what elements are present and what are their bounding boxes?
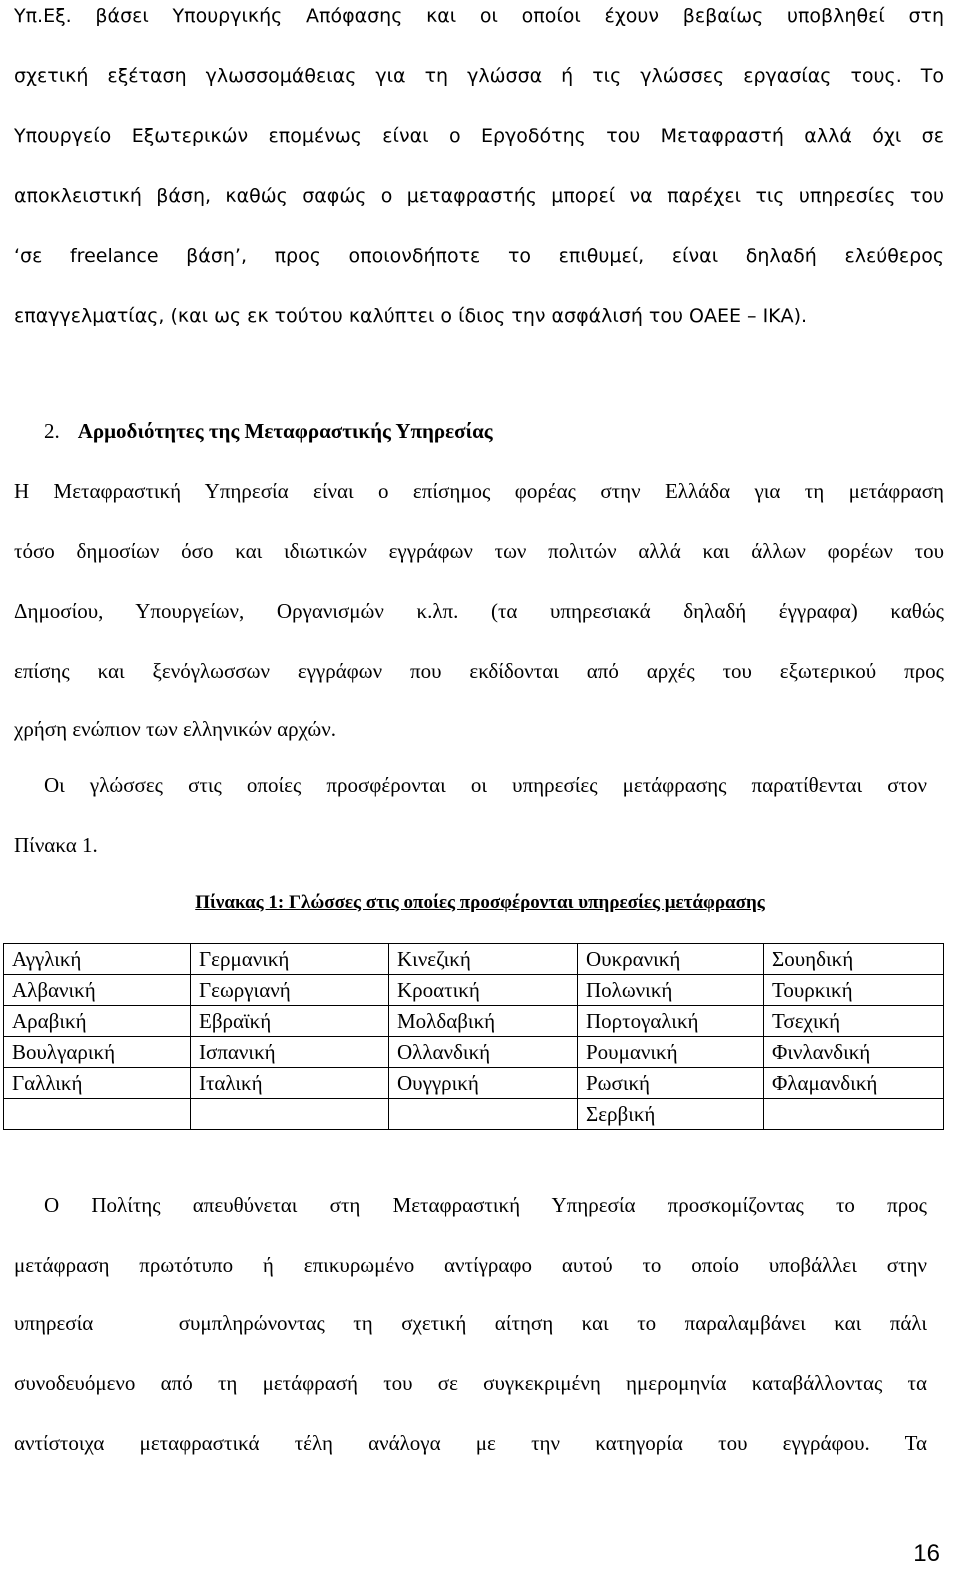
table-row <box>4 1006 944 1037</box>
body3-line-3: υπηρεσία συμπληρώνοντας τη σχετική αίτηση και το παραλαμβάνει και πάλι <box>14 1311 927 1335</box>
table-cell: Κινεζική <box>389 944 578 975</box>
table-cell: Ρωσική <box>578 1068 764 1099</box>
table-cell: Γεωργιανή <box>191 975 389 1006</box>
body3-line-5: αντίστοιχα μεταφραστικά τέλη ανάλογα με την κατηγορία του εγγράφου. Τα <box>14 1431 927 1455</box>
body3-line-2: μετάφραση πρωτότυπο ή επικυρωμένο αντίγραφο αυτού το οποίο υποβάλλει στην <box>14 1253 927 1277</box>
table-cell: Κροατική <box>389 975 578 1006</box>
body2-line-1: Οι γλώσσες στις οποίες προσφέρονται οι υπηρεσίες μετάφρασης παρατίθενται στον <box>44 773 927 797</box>
table-caption: Πίνακας 1: Γλώσσες στις οποίες προσφέρονται υπηρεσίες μετάφρασης <box>195 892 765 913</box>
table-cell: Τσεχική <box>764 1006 944 1037</box>
intro-line-4: αποκλειστική βάση, καθώς σαφώς ο μεταφραστής μπορεί να παρέχει τις υπηρεσίες του <box>14 185 944 207</box>
section-heading <box>44 418 493 444</box>
body1-line-4: επίσης και ξενόγλωσσων εγγράφων που εκδίδονται από αρχές του εξωτερικού προς <box>14 659 944 683</box>
table-cell: Πορτογαλική <box>578 1006 764 1037</box>
table-cell <box>191 1099 389 1130</box>
table-cell: Γαλλική <box>4 1068 191 1099</box>
table-cell <box>4 1099 191 1130</box>
table-cell: Ολλανδική <box>389 1037 578 1068</box>
table-cell: Βουλγαρική <box>4 1037 191 1068</box>
table-row <box>4 944 944 975</box>
table-cell: Αλβανική <box>4 975 191 1006</box>
languages-table <box>3 943 944 1130</box>
table-cell: Γερμανική <box>191 944 389 975</box>
body3-line-1: Ο Πολίτης απευθύνεται στη Μεταφραστική Υπηρεσία προσκομίζοντας το προς <box>44 1193 927 1217</box>
section-number: 2. <box>44 419 60 443</box>
table-cell: Ουγγρική <box>389 1068 578 1099</box>
table-row <box>4 1099 944 1130</box>
table-cell: Σερβική <box>578 1099 764 1130</box>
intro-line-5: ‘σε freelance βάση’, προς οποιονδήποτε το επιθυμεί, είναι δηλαδή ελεύθερος <box>14 245 944 267</box>
table-row <box>4 1037 944 1068</box>
table-cell <box>764 1099 944 1130</box>
table-cell: Αραβική <box>4 1006 191 1037</box>
table-cell: Ιταλική <box>191 1068 389 1099</box>
body1-line-2: τόσο δημοσίων όσο και ιδιωτικών εγγράφων των πολιτών αλλά και άλλων φορέων του <box>14 539 944 563</box>
table-cell: Τουρκική <box>764 975 944 1006</box>
table-cell: Σουηδική <box>764 944 944 975</box>
page-number: 16 <box>913 1540 940 1567</box>
table-cell: Πολωνική <box>578 975 764 1006</box>
table-cell: Ρουμανική <box>578 1037 764 1068</box>
table-cell: Ισπανική <box>191 1037 389 1068</box>
table-row <box>4 975 944 1006</box>
table-cell: Φινλανδική <box>764 1037 944 1068</box>
body3-line-4: συνοδευόμενο από τη μετάφρασή του σε συγκεκριμένη ημερομηνία καταβάλλοντας τα <box>14 1371 927 1395</box>
body1-line-1: Η Μεταφραστική Υπηρεσία είναι ο επίσημος φορέας στην Ελλάδα για τη μετάφραση <box>14 479 944 503</box>
body1-line-5: χρήση ενώπιον των ελληνικών αρχών. <box>14 717 336 741</box>
intro-line-2: σχετική εξέταση γλωσσομάθειας για τη γλώσσα ή τις γλώσσες εργασίας τους. Το <box>14 65 944 87</box>
table-cell: Αγγλική <box>4 944 191 975</box>
table-cell: Μολδαβική <box>389 1006 578 1037</box>
intro-line-1: Υπ.Εξ. βάσει Υπουργικής Απόφασης και οι οποίοι έχουν βεβαίως υποβληθεί στη <box>14 5 944 27</box>
body1-line-3: Δημοσίου, Υπουργείων, Οργανισμών κ.λπ. (τα υπηρεσιακά δηλαδή έγγραφα) καθώς <box>14 599 944 623</box>
table-cell: Φλαμανδική <box>764 1068 944 1099</box>
table-row <box>4 1068 944 1099</box>
body2-line-2: Πίνακα 1. <box>14 833 98 857</box>
section-title: Αρμοδιότητες της Μεταφραστικής Υπηρεσίας <box>77 419 493 443</box>
table-cell: Εβραϊκή <box>191 1006 389 1037</box>
table-cell <box>389 1099 578 1130</box>
intro-line-3: Υπουργείο Εξωτερικών επομένως είναι ο Εργοδότης του Μεταφραστή αλλά όχι σε <box>14 125 944 147</box>
table-cell: Ουκρανική <box>578 944 764 975</box>
intro-line-6: επαγγελματίας, (και ως εκ τούτου καλύπτει ο ίδιος την ασφάλισή του ΟΑΕΕ – ΙΚΑ). <box>14 305 808 327</box>
